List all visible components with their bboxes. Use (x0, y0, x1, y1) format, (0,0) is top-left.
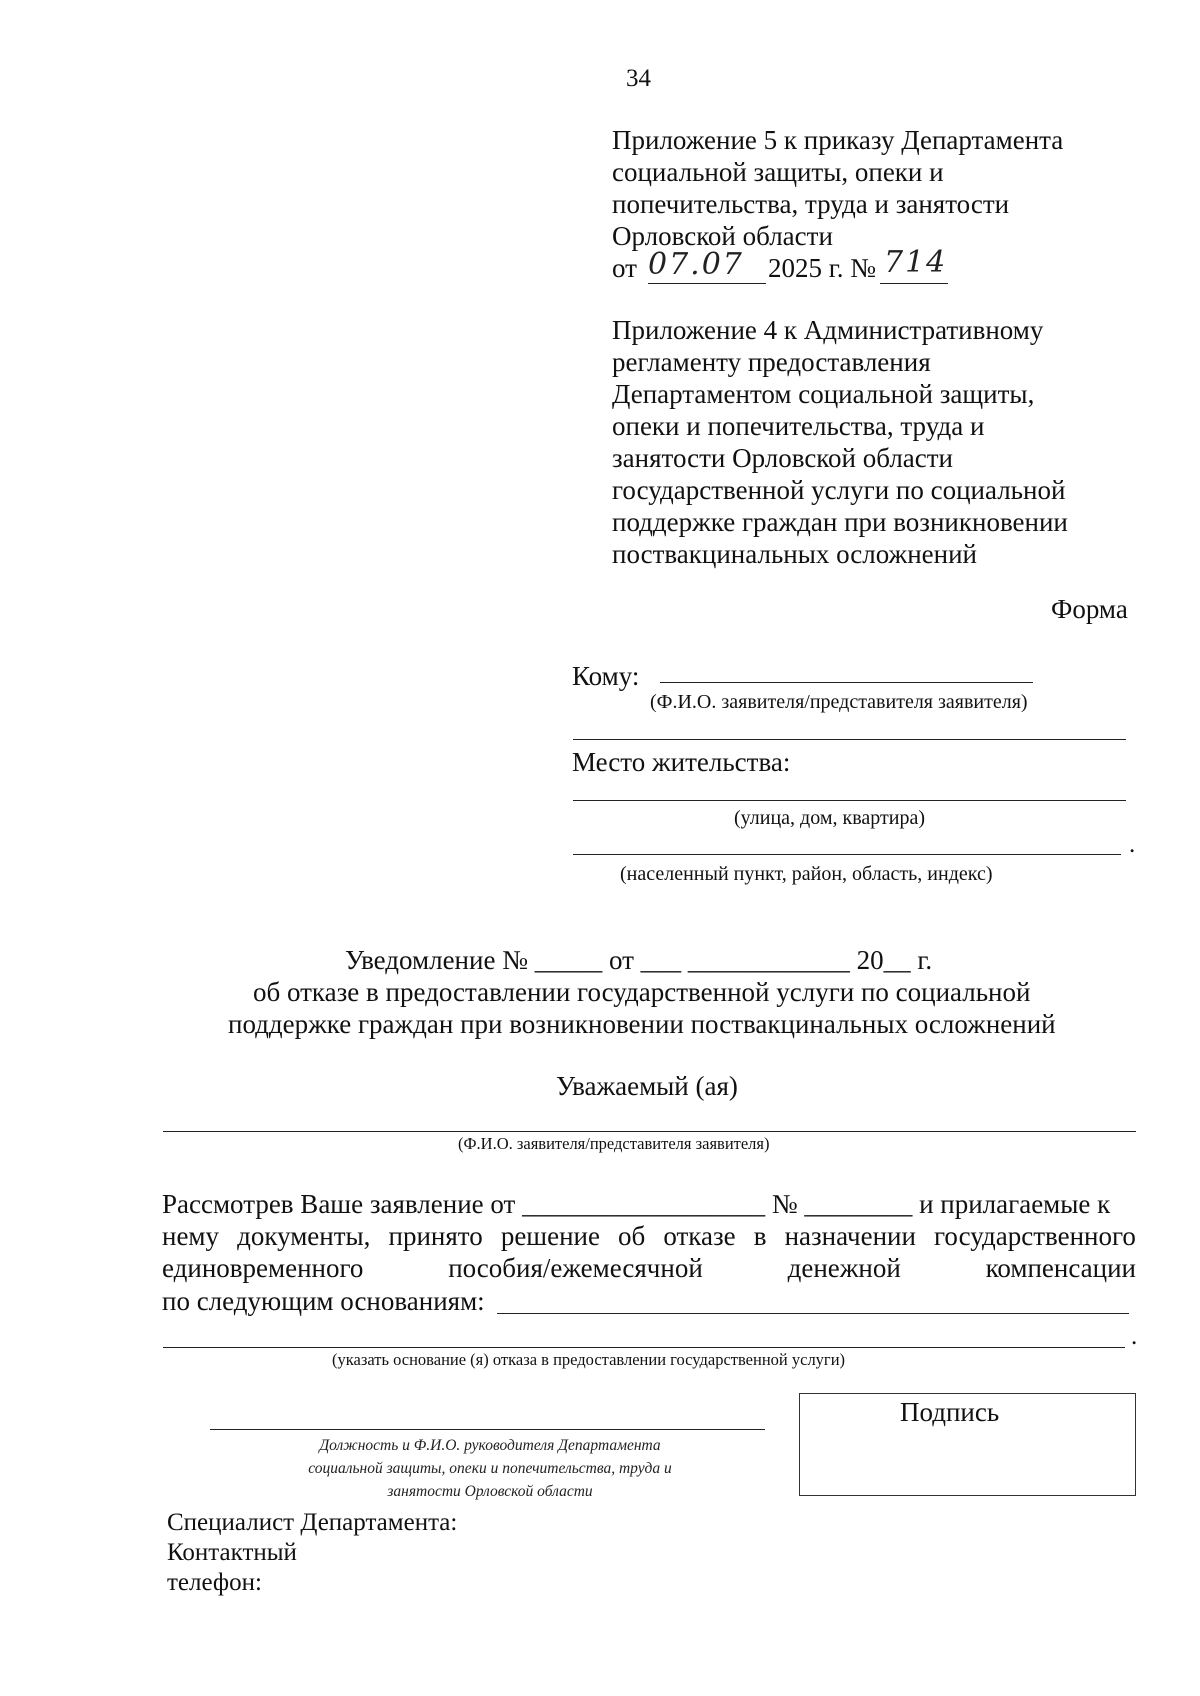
body-word: единовременного (162, 1253, 364, 1283)
trailing-dot: . (1131, 1323, 1138, 1350)
notice-subtitle: поддержке граждан при возникновении поствакцинальных осложнений (228, 1009, 1056, 1039)
reason-caption: (указать основание (я) отказа в предоставлении государственной услуги) (332, 1350, 846, 1369)
appendix5-line: Приложение 5 к приказу Департамента (612, 125, 1064, 155)
body-word: денежной (787, 1253, 901, 1283)
appendix4-line: регламенту предоставления (612, 347, 931, 377)
body-word: в (753, 1221, 767, 1251)
body-line (162, 1252, 1136, 1284)
grounds-label: по следующим основаниям: (162, 1286, 485, 1316)
address-caption: (улица, дом, квартира) (734, 807, 925, 829)
contact-label: Контактный (167, 1539, 297, 1566)
head-caption-line: занятости Орловской области (387, 1483, 593, 1500)
body-word: документы, (237, 1221, 371, 1251)
signature-box-label: Подпись (900, 1397, 1000, 1427)
appendix4-line: поддержке граждан при возникновении (612, 507, 1068, 537)
body-word: решение (500, 1221, 600, 1251)
appendix4-line: государственной услуги по социальной (612, 475, 1066, 505)
appendix5-line: Орловской области (612, 221, 833, 251)
locality-caption: (населенный пункт, район, область, индекс) (620, 863, 993, 885)
grounds-line (163, 1347, 1125, 1348)
appendix5-date-year: 2025 г. № (768, 253, 877, 283)
greeting-fio-caption: (Ф.И.О. заявителя/представителя заявителя) (458, 1134, 770, 1153)
form-label: Форма (1051, 594, 1128, 624)
specialist-label: Специалист Департамента: (167, 1509, 458, 1536)
residence-label: Место жительства: (572, 747, 791, 777)
grounds-line (497, 1313, 1129, 1314)
trailing-dot: . (1129, 831, 1136, 858)
body-word: об (618, 1221, 646, 1251)
notice-title: Уведомление № _____ от ___ ____________ 20__ г. (345, 945, 933, 975)
body-word: отказе (663, 1221, 736, 1251)
phone-label: телефон: (167, 1569, 262, 1596)
body-word: нему (162, 1221, 220, 1251)
greeting-fio-line (163, 1131, 1136, 1132)
head-caption-line: Должность и Ф.И.О. руководителя Департамента (319, 1437, 661, 1454)
to-label: Кому: (572, 661, 640, 691)
body-line: Рассмотрев Ваше заявление от __________________ № ________ и прилагаемые к (162, 1189, 1111, 1219)
appendix5-line: попечительства, труда и занятости (612, 189, 1010, 219)
appendix5-date-prefix: от (612, 253, 637, 283)
appendix4-line: поствакцинальных осложнений (612, 539, 977, 569)
notice-subtitle: об отказе в предоставлении государственной услуги по социальной (253, 977, 1031, 1007)
head-caption-line: социальной защиты, опеки и попечительства, труда и (308, 1460, 672, 1477)
body-word: компенсации (985, 1253, 1136, 1283)
appendix4-line: Приложение 4 к Административному (612, 315, 1044, 345)
locality-line (573, 854, 1121, 855)
to-field-line (660, 682, 1033, 683)
greeting: Уважаемый (ая) (556, 1071, 738, 1101)
page-number: 34 (626, 65, 651, 92)
body-word: принято (388, 1221, 483, 1251)
recipient-line (573, 739, 1126, 740)
appendix4-line: опеки и попечительства, труда и (612, 411, 985, 441)
body-word: назначении (784, 1221, 916, 1251)
appendix4-line: Департаментом социальной защиты, (612, 379, 1035, 409)
signature-line (210, 1429, 765, 1430)
appendix5-line: социальной защиты, опеки и (612, 157, 944, 187)
number-underline (880, 283, 948, 284)
handwritten-number: 714 (884, 245, 948, 280)
residence-line (573, 800, 1126, 801)
date-underline (648, 283, 766, 284)
handwritten-date: 07.07 (648, 247, 744, 282)
body-word: пособия/ежемесячной (448, 1253, 703, 1283)
body-word: государственного (934, 1221, 1136, 1251)
body-line (162, 1220, 1136, 1252)
fio-caption: (Ф.И.О. заявителя/представителя заявителя) (650, 691, 1028, 713)
appendix4-line: занятости Орловской области (612, 443, 954, 473)
